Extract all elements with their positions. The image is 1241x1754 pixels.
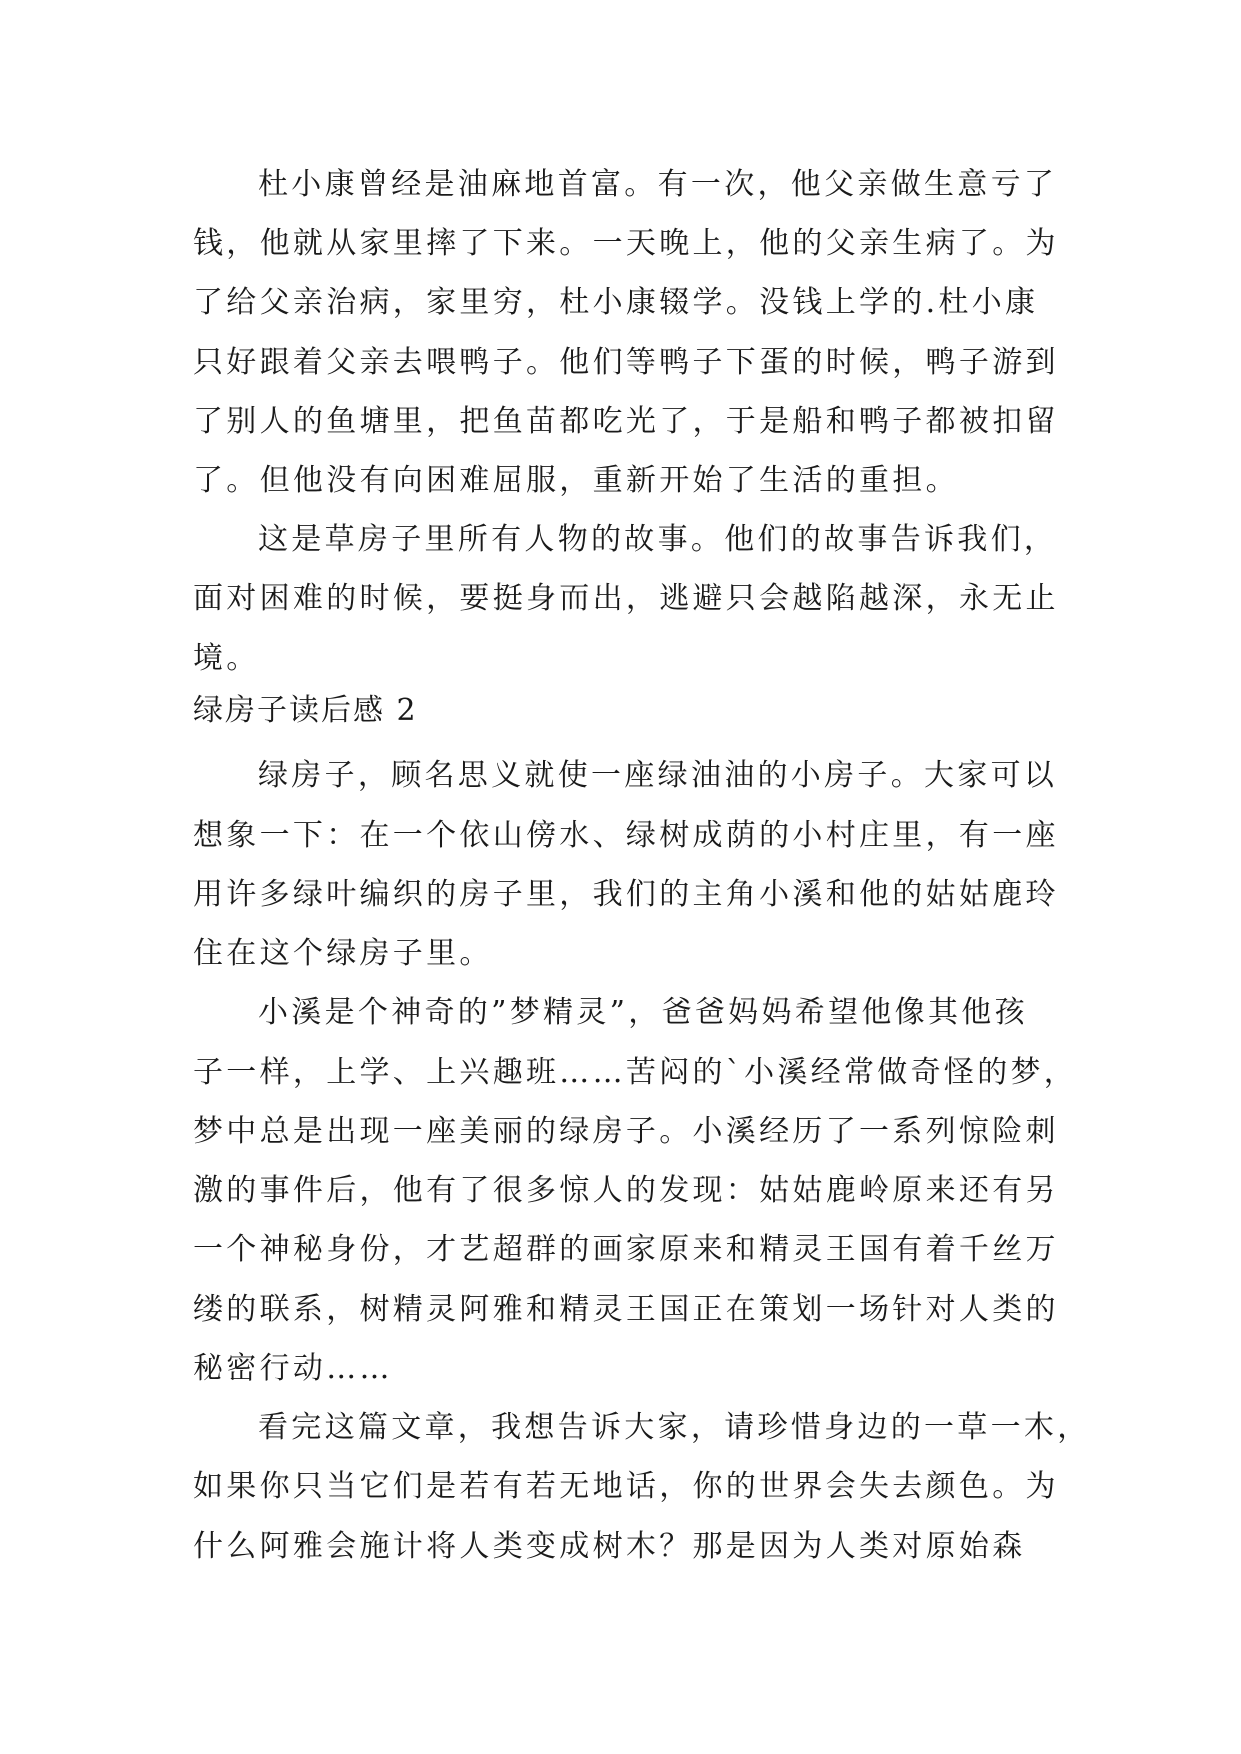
paragraph-line (0, 1102, 1241, 1162)
paragraph-line (0, 510, 1241, 570)
paragraph-line (0, 629, 1241, 689)
line-text: 什么阿雅会施计将人类变成树木？那是因为人类对原始森 (193, 1529, 1026, 1564)
paragraph-line (0, 1280, 1241, 1340)
line-text: 如果你只当它们是若有若无地话，你的世界会失去颜色。为 (193, 1469, 1059, 1504)
paragraph-line (0, 273, 1241, 333)
section-title-text: 绿房子读后感 2 (193, 693, 418, 728)
paragraph-line (0, 333, 1241, 393)
line-text: 了给父亲治病，家里穷，杜小康辍学。没钱上学的.杜小康 (193, 285, 1039, 320)
paragraph-line (0, 392, 1241, 452)
line-text: 激的事件后，他有了很多惊人的发现：姑姑鹿岭原来还有另 (193, 1173, 1059, 1208)
paragraph-line (0, 155, 1241, 215)
line-text: 杜小康曾经是油麻地首富。有一次，他父亲做生意亏了 (258, 167, 1058, 202)
line-text: 境。 (193, 641, 260, 676)
line-text: 这是草房子里所有人物的故事。他们的故事告诉我们， (258, 522, 1058, 557)
line-text: 绿房子，顾名思义就使一座绿油油的小房子。大家可以 (258, 758, 1058, 793)
line-text: 看完这篇文章，我想告诉大家，请珍惜身边的一草一木， (258, 1410, 1091, 1445)
paragraph-line (0, 1339, 1241, 1399)
paragraph-line (0, 983, 1241, 1043)
paragraph-line (0, 214, 1241, 274)
line-text: 想象一下：在一个依山傍水、绿树成荫的小村庄里，有一座 (193, 818, 1059, 853)
paragraph-line (0, 569, 1241, 629)
line-text: 用许多绿叶编织的房子里，我们的主角小溪和他的姑姑鹿玲 (193, 877, 1059, 912)
line-text: 了。但他没有向困难屈服，重新开始了生活的重担。 (193, 463, 959, 498)
paragraph-line (0, 1517, 1241, 1577)
paragraph-line (0, 1220, 1241, 1280)
paragraph-line (0, 806, 1241, 866)
line-text: 只好跟着父亲去喂鸭子。他们等鸭子下蛋的时候，鸭子游到 (193, 345, 1059, 380)
line-text: 了别人的鱼塘里，把鱼苗都吃光了，于是船和鸭子都被扣留 (193, 404, 1059, 439)
line-text: 钱，他就从家里摔了下来。一天晚上，他的父亲生病了。为 (193, 226, 1059, 261)
line-text: 子一样，上学、上兴趣班……苦闷的`小溪经常做奇怪的梦， (193, 1055, 1078, 1090)
paragraph-line (0, 1043, 1241, 1103)
section-title (0, 681, 1241, 741)
line-text: 住在这个绿房子里。 (193, 936, 493, 971)
line-text: 秘密行动…… (193, 1351, 393, 1386)
paragraph-line (0, 1457, 1241, 1517)
paragraph-line (0, 1161, 1241, 1221)
paragraph-line (0, 451, 1241, 511)
paragraph-line (0, 865, 1241, 925)
line-text: 小溪是个神奇的”梦精灵”，爸爸妈妈希望他像其他孩 (258, 995, 1028, 1030)
paragraph-line (0, 746, 1241, 806)
line-text: 一个神秘身份，才艺超群的画家原来和精灵王国有着千丝万 (193, 1232, 1059, 1267)
paragraph-line (0, 924, 1241, 984)
line-text: 梦中总是出现一座美丽的绿房子。小溪经历了一系列惊险刺 (193, 1114, 1059, 1149)
line-text: 缕的联系，树精灵阿雅和精灵王国正在策划一场针对人类的 (193, 1292, 1059, 1327)
paragraph-line (0, 1398, 1241, 1458)
line-text: 面对困难的时候，要挺身而出，逃避只会越陷越深，永无止 (193, 581, 1059, 616)
